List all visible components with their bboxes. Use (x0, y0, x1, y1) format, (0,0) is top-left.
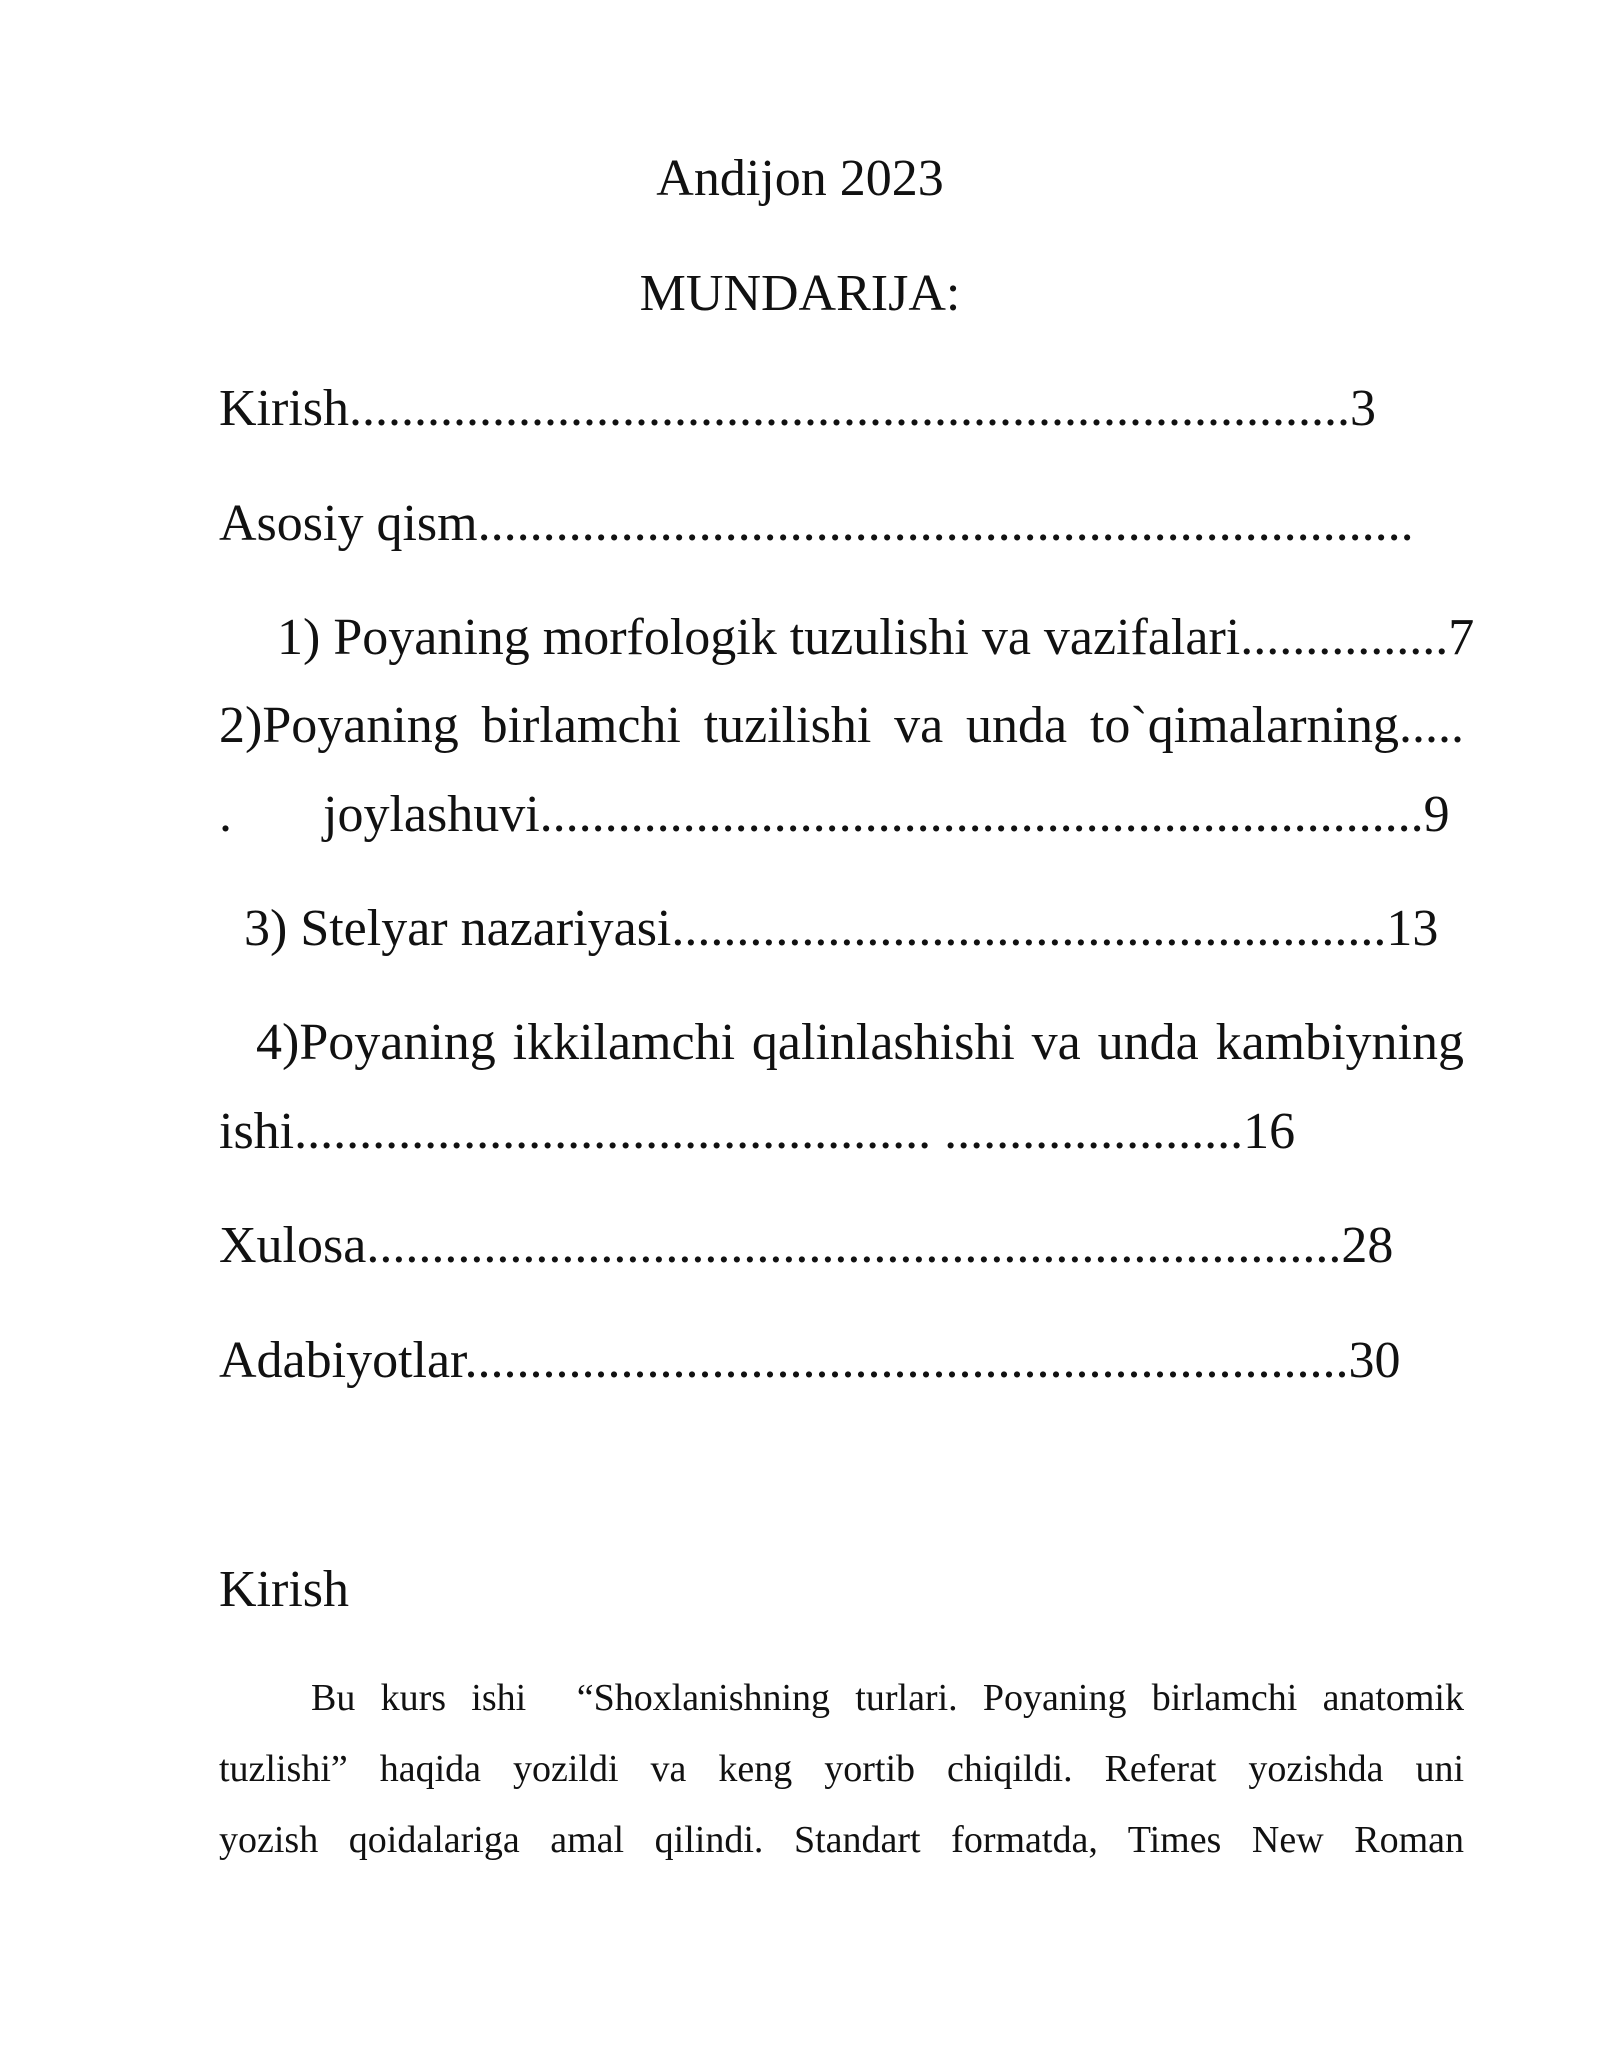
toc-entry-4: 4)Poyaning ikkilamchi qalinlashishi va unda kambiyning (256, 1014, 1464, 1071)
place-year: Andijon 2023 (656, 150, 944, 207)
intro-line: yozish qoidalariga amal qilindi. Standart formatda, Times New Roman (219, 1819, 1464, 1861)
toc-entry-4-cont: ishi................................................. .......................16 (219, 1103, 1296, 1160)
toc-heading: MUNDARIJA: (639, 265, 961, 322)
toc-entry-asosiy-qism: Asosiy qism........................................................................ (219, 495, 1414, 552)
toc-entry-adabiyotlar: Adabiyotlar....................................................................30 (219, 1332, 1401, 1389)
toc-entry-1: 1) Poyaning morfologik tuzulishi va vazifalari................7 (277, 609, 1475, 666)
section-title: Kirish (219, 1561, 349, 1618)
toc-entry-2: 2)Poyaning birlamchi tuzilishi va unda to`qimalarning..... (219, 697, 1464, 754)
intro-line: Bu kurs ishi “Shoxlanishning turlari. Poyaning birlamchi anatomik (311, 1677, 1464, 1719)
toc-entry-3: 3) Stelyar nazariyasi.......................................................13 (244, 900, 1439, 957)
toc-entry-kirish: Kirish.............................................................................3 (219, 380, 1376, 437)
toc-entry-2-cont: . joylashuvi....................................................................9 (219, 786, 1450, 843)
intro-line: tuzlishi” haqida yozildi va keng yortib chiqildi. Referat yozishda uni (219, 1748, 1464, 1790)
toc-entry-xulosa: Xulosa...........................................................................28 (219, 1217, 1394, 1274)
